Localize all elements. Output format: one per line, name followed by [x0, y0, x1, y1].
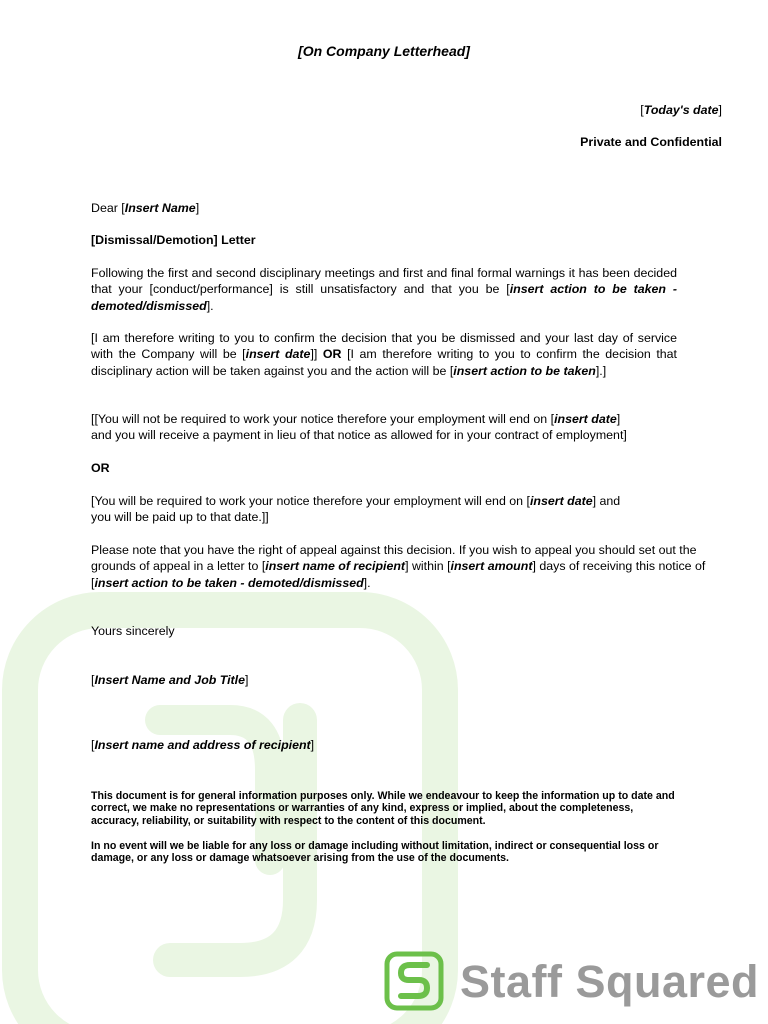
brand-name: Staff Squared: [460, 956, 760, 1007]
p4-placeholder-date: insert date: [529, 494, 593, 508]
bracket-close: ]: [245, 673, 249, 687]
p5-text-2: ] within [: [405, 559, 451, 574]
p2-placeholder-date: insert date: [245, 347, 311, 362]
salutation-suffix: ]: [195, 201, 200, 215]
p3-text-1: [[You will not be required to work your notice therefore your employment will end on [: [91, 412, 555, 426]
p2-text-4: ].]: [595, 363, 607, 378]
p3-line-2: and you will receive a payment in lieu of that notice as allowed for in your contract of employment]: [91, 428, 627, 443]
paragraph-3: [91, 411, 677, 444]
recipient-placeholder: Insert name and address of recipient: [94, 738, 311, 752]
salutation-prefix: Dear [: [91, 201, 125, 215]
p5-placeholder-recipient: insert name of recipient: [265, 559, 406, 574]
p2-text-3: [I am therefore writing to you to confirm the decision that disciplinary action will be taken against you and the action will be [: [91, 347, 677, 378]
p2-or: OR: [322, 347, 342, 362]
date-line: [640, 102, 722, 118]
p5-placeholder-action: insert action to be taken - demoted/dismissed: [94, 575, 364, 590]
p2-text-2: ]]: [310, 347, 323, 362]
disclaimer-paragraph-2: In no event will we be liable for any loss or damage including without limitation, indirect or consequential loss or damage, or any loss or damage whatsoever arising from the use of the documents.: [91, 840, 659, 865]
staff-squared-logo-icon: [384, 951, 448, 1013]
salutation: [91, 200, 677, 216]
recipient-line: [91, 737, 677, 753]
bracket-open: [: [91, 673, 95, 687]
paragraph-1: [91, 265, 677, 314]
disclaimer-paragraph-1: This document is for general information purposes only. While we endeavour to keep the information up to date and correct, we make no representations or warranties of any kind, express or implied, about the completeness, accuracy, reliability, or suitability with respect to the content of this document.: [91, 790, 675, 827]
p4-line-1: [91, 493, 677, 509]
p5-placeholder-amount: insert amount: [450, 559, 533, 574]
signatory-placeholder: Insert Name and Job Title: [94, 673, 246, 687]
paragraph-4: [91, 493, 677, 526]
p5-text-3: ] days of receiving this notice of [: [91, 559, 706, 590]
p4-text-2: ] and: [592, 494, 621, 508]
p2-text-1: [I am therefore writing to you to confirm the decision that you be dismissed and your last day of service with the Company will be [: [91, 331, 677, 362]
salutation-name: Insert Name: [124, 201, 196, 215]
letterhead-placeholder: [On Company Letterhead]: [298, 43, 470, 59]
closing: Yours sincerely: [91, 624, 175, 638]
bracket-open: [: [91, 738, 95, 752]
p1-text-2: ].: [206, 298, 214, 313]
or-separator: OR: [91, 461, 110, 475]
p3-line-1: [91, 411, 677, 427]
p3-text-2: ]: [616, 412, 621, 426]
p3-placeholder-date: insert date: [554, 412, 617, 426]
p1-placeholder-action: insert action to be taken - demoted/dismissed: [91, 282, 678, 313]
p2-placeholder-action: insert action to be taken: [453, 363, 596, 378]
p4-line-2: you will be paid up to that date.]]: [91, 510, 269, 525]
p1-text-1: Following the first and second disciplinary meetings and first and final formal warnings it has been decided that your [conduct/performance] is still unsatisfactory and that you be [: [91, 266, 677, 297]
p5-text-1: Please note that you have the right of appeal against this decision. If you wish to appeal you should set out the grounds of appeal in a letter to [: [91, 543, 697, 574]
signatory-line: [91, 672, 677, 688]
bracket-open: [: [640, 103, 644, 117]
bracket-close: ]: [718, 103, 722, 117]
p5-text-4: ].: [363, 575, 371, 590]
letter-subject: [Dismissal/Demotion] Letter: [91, 233, 256, 247]
p4-text-1: [You will be required to work your notice therefore your employment will end on [: [91, 494, 530, 508]
paragraph-5: [91, 542, 711, 591]
paragraph-2: [91, 330, 677, 379]
bracket-close: ]: [310, 738, 315, 752]
confidential-label: Private and Confidential: [580, 135, 722, 149]
date-placeholder: Today's date: [643, 103, 719, 117]
